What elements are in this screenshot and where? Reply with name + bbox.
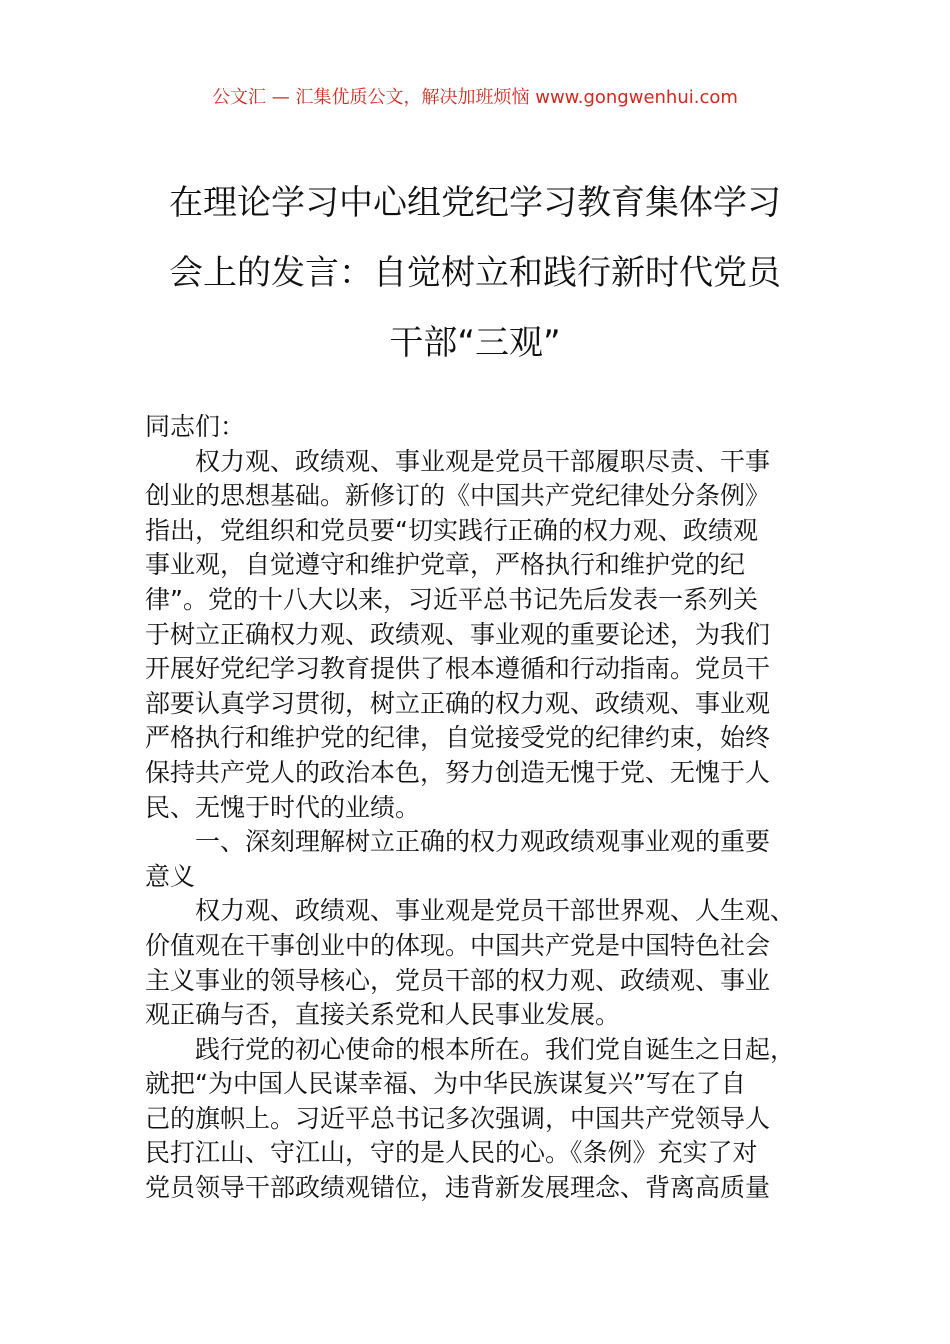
salutation: 同志们：	[145, 412, 246, 441]
paragraph-line: 创业的思想基础。新修订的《中国共产党纪律处分条例》	[145, 481, 771, 511]
paragraph-line: 事业观，自觉遵守和维护党章，严格执行和维护党的纪	[145, 550, 746, 580]
title-line: 在理论学习中心组党纪学习教育集体学习	[169, 183, 781, 223]
paragraph-line: 部要认真学习贯彻，树立正确的权力观、政绩观、事业观	[145, 688, 771, 718]
title-line: 干部“三观”	[389, 323, 561, 363]
paragraph-line: 价值观在干事创业中的体现。中国共产党是中国特色社会	[145, 930, 771, 960]
paragraph-line: 权力观、政绩观、事业观是党员干部世界观、人生观、	[195, 896, 796, 926]
paragraph-line: 开展好党纪学习教育提供了根本遵循和行动指南。党员干	[145, 654, 771, 684]
paragraph-line: 律”。党的十八大以来，习近平总书记先后发表一系列关	[145, 584, 758, 614]
paragraph-line: 主义事业的领导核心，党员干部的权力观、政绩观、事业	[145, 965, 771, 995]
paragraph-line: 观正确与否，直接关系党和人民事业发展。	[145, 1000, 621, 1030]
paragraph-line: 指出，党组织和党员要“切实践行正确的权力观、政绩观	[145, 515, 758, 545]
document-body	[145, 410, 815, 1206]
title-line: 会上的发言：自觉树立和践行新时代党员	[169, 253, 781, 293]
document-title	[150, 168, 800, 378]
paragraph-line: 践行党的初心使命的根本所在。我们党自诞生之日起，	[195, 1034, 796, 1064]
paragraph-line: 于树立正确权力观、政绩观、事业观的重要论述，为我们	[145, 619, 771, 649]
paragraph-line: 严格执行和维护党的纪律，自觉接受党的纪律约束，始终	[145, 723, 771, 753]
paragraph-line: 民、无愧于时代的业绩。	[145, 792, 421, 822]
header-banner: 公文汇 — 汇集优质公文，解决加班烦恼 www.gongwenhui.com	[212, 87, 738, 108]
paragraph-line: 民打江山、守江山，守的是人民的心。《条例》充实了对	[145, 1138, 758, 1168]
paragraph-line: 就把“为中国人民谋幸福、为中华民族谋复兴”写在了自	[145, 1069, 746, 1099]
section-heading-line: 意义	[145, 861, 196, 891]
paragraph-line: 保持共产党人的政治本色，努力创造无愧于党、无愧于人	[145, 757, 771, 787]
paragraph-line: 党员领导干部政绩观错位，违背新发展理念、背离高质量	[145, 1173, 771, 1203]
paragraph-line: 权力观、政绩观、事业观是党员干部履职尽责、干事	[195, 446, 771, 476]
section-heading-line: 一、深刻理解树立正确的权力观政绩观事业观的重要	[195, 827, 771, 857]
paragraph-line: 己的旗帜上。习近平总书记多次强调，中国共产党领导人	[145, 1103, 771, 1133]
